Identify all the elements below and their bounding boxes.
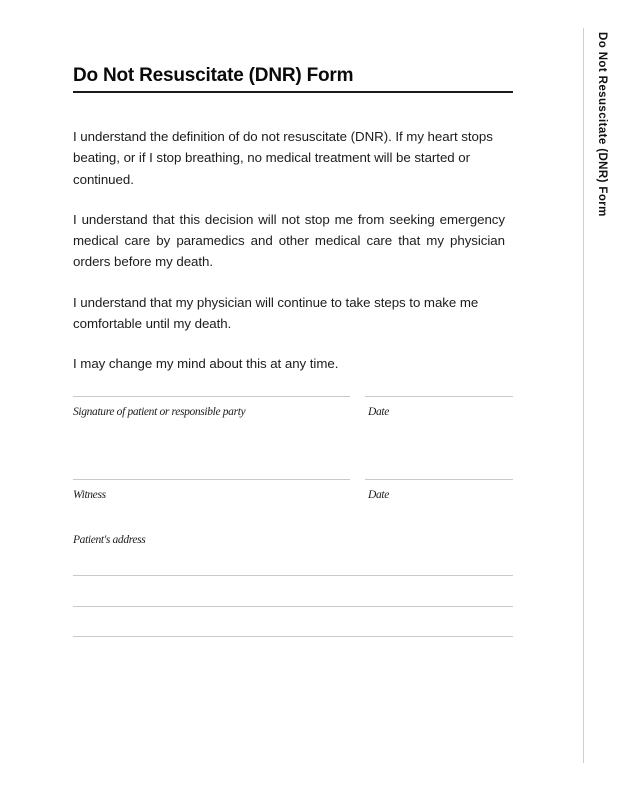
consent-paragraph-2: I understand that this decision will not stop me from seeking emergency medical care by paramedics and other medical care that my physician orders before my death. (73, 211, 505, 270)
consent-paragraph-3: I understand that my physician will continue to take steps to make me comfortable until my death. (73, 294, 479, 332)
signature-date-line[interactable] (365, 396, 513, 397)
patient-address-line-1[interactable] (73, 575, 513, 576)
consent-paragraph-4: I may change my mind about this at any time. (73, 356, 339, 372)
consent-statements (73, 126, 505, 375)
title-underline-rule (73, 91, 513, 93)
patient-address-line-3[interactable] (73, 636, 513, 637)
signature-date-label: Date (368, 406, 389, 418)
consent-paragraph-1: I understand the definition of do not resuscitate (DNR). If my heart stops beating, or if I stop breathing, no medical treatment will be started or continued. (73, 129, 493, 187)
side-tab (592, 32, 610, 292)
signature-line[interactable] (73, 396, 350, 397)
signature-label: Signature of patient or responsible party (73, 406, 246, 418)
patient-address-label: Patient's address (73, 534, 146, 546)
side-tab-divider (583, 28, 584, 763)
page-title: Do Not Resuscitate (DNR) Form (73, 65, 354, 86)
side-tab-label: Do Not Resuscitate (DNR) Form (596, 32, 608, 217)
patient-address-line-2[interactable] (73, 606, 513, 607)
witness-date-line[interactable] (365, 479, 513, 480)
witness-date-label: Date (368, 489, 389, 501)
witness-label: Witness (73, 489, 106, 501)
witness-line[interactable] (73, 479, 350, 480)
